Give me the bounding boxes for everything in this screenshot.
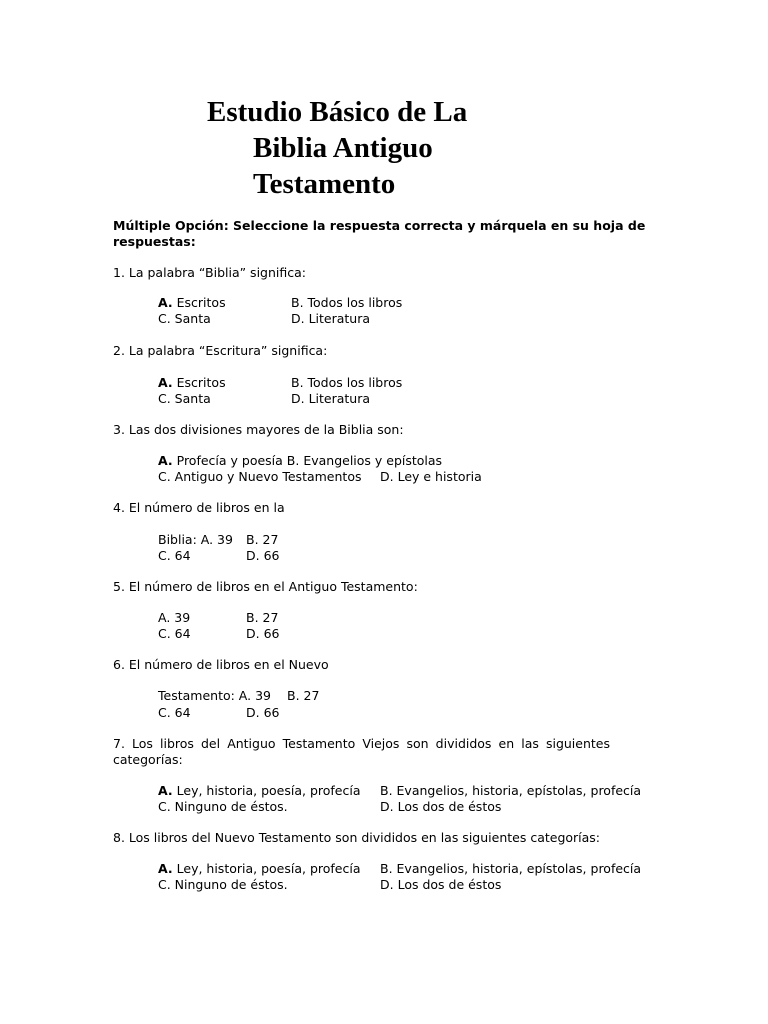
question-4-prefix-option-a: Biblia: A. 39: [158, 532, 233, 547]
question-4-text: 4. El número de libros en la: [113, 500, 285, 515]
title-line-3: Testamento: [253, 168, 396, 200]
question-6-option-d: D. 66: [246, 705, 280, 720]
question-2-text: 2. La palabra “Escritura” significa:: [113, 343, 328, 358]
question-1-option-c: C. Santa: [158, 311, 211, 326]
question-8-option-d: D. Los dos de éstos: [380, 877, 502, 892]
title-line-1: Estudio Básico de La: [207, 96, 468, 128]
question-8-text: 8. Los libros del Nuevo Testamento son divididos en las siguientes categorías:: [113, 830, 601, 845]
question-5-option-a: A. 39: [158, 610, 191, 625]
question-1-option-a: A. Escritos: [158, 295, 226, 310]
question-2-option-c: C. Santa: [158, 391, 211, 406]
question-5-option-b: B. 27: [246, 610, 279, 625]
question-6-option-c: C. 64: [158, 705, 191, 720]
question-4-option-c: C. 64: [158, 548, 191, 563]
question-5-option-d: D. 66: [246, 626, 280, 641]
question-4-option-d: D. 66: [246, 548, 280, 563]
question-7-option-b: B. Evangelios, historia, epístolas, profecía: [380, 783, 642, 798]
question-6-option-b: B. 27: [287, 688, 320, 703]
question-1-text: 1. La palabra “Biblia” significa:: [113, 265, 306, 280]
question-1-option-b: B. Todos los libros: [291, 295, 403, 310]
question-8-option-a: A. Ley, historia, poesía, profecía: [158, 861, 361, 876]
question-7-option-d: D. Los dos de éstos: [380, 799, 502, 814]
instructions: Múltiple Opción: Seleccione la respuesta correcta y márquela en su hoja de respuestas:: [113, 218, 646, 249]
question-2-option-a: A. Escritos: [158, 375, 226, 390]
title-line-2: Biblia Antiguo: [253, 132, 433, 164]
question-3-option-d: D. Ley e historia: [380, 469, 482, 484]
question-8-option-c: C. Ninguno de éstos.: [158, 877, 288, 892]
document-title: [0, 94, 768, 202]
question-4-option-b: B. 27: [246, 532, 279, 547]
question-8-option-b: B. Evangelios, historia, epístolas, profecía: [380, 861, 642, 876]
question-7-option-c: C. Ninguno de éstos.: [158, 799, 288, 814]
question-2-option-b: B. Todos los libros: [291, 375, 403, 390]
question-6-prefix-option-a: Testamento: A. 39: [158, 688, 271, 703]
question-5-text: 5. El número de libros en el Antiguo Testamento:: [113, 579, 418, 594]
question-1-option-d: D. Literatura: [291, 311, 371, 326]
question-3-option-a-b: A. Profecía y poesía B. Evangelios y epístolas: [158, 453, 443, 468]
question-5-option-c: C. 64: [158, 626, 191, 641]
question-3-option-c: C. Antiguo y Nuevo Testamentos: [158, 469, 362, 484]
question-6-text: 6. El número de libros en el Nuevo: [113, 657, 329, 672]
question-2-option-d: D. Literatura: [291, 391, 371, 406]
question-7-text: 7. Los libros del Antiguo Testamento Viejos son divididos en las siguientes categorías:: [113, 736, 610, 767]
question-3-text: 3. Las dos divisiones mayores de la Biblia son:: [113, 422, 404, 437]
question-7-option-a: A. Ley, historia, poesía, profecía: [158, 783, 361, 798]
